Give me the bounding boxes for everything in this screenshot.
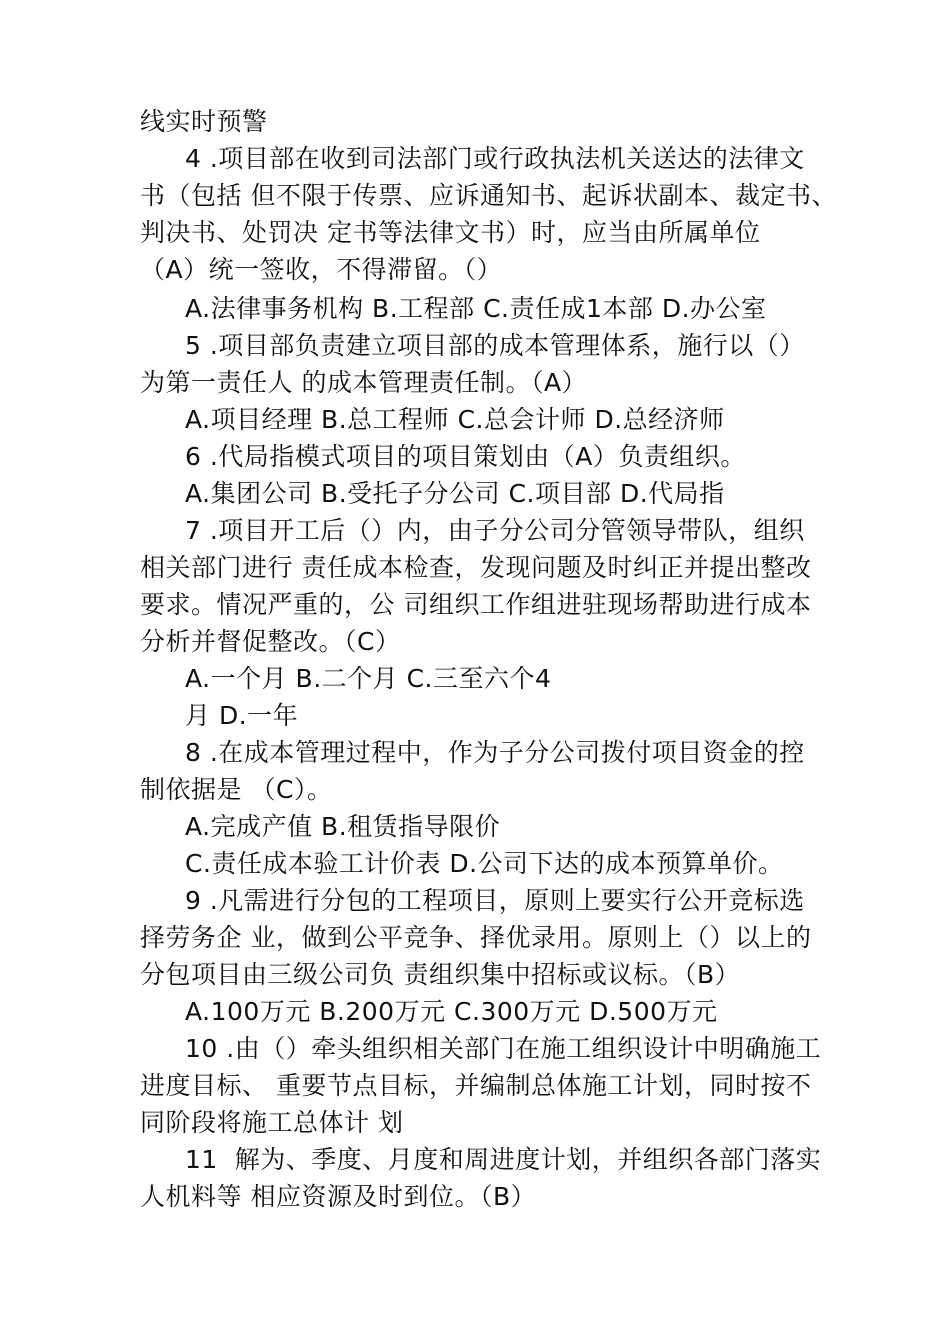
- text-line: 为第一责任人 的成本管理责任制。（A）: [140, 368, 588, 397]
- options-line: A.完成产值 B.租赁指导限价: [185, 812, 501, 841]
- question-4-line: 4 .项目部在收到司法部门或行政执法机关送达的法律文: [185, 144, 805, 173]
- text-line: 判决书、处罚决 定书等法律文书）时，应当由所属单位: [140, 218, 761, 247]
- options-line: A.一个月 B.二个月 C.三至六个4: [185, 664, 552, 693]
- text-line: 要求。情况严重的，公 司组织工作组进驻现场帮助进行成本: [140, 590, 812, 619]
- text-line: （A）统一签收，不得滞留。（）: [140, 255, 503, 284]
- question-10-line: 10 .由（）牵头组织相关部门在施工组织设计中明确施工: [185, 1034, 822, 1063]
- text-line: 制依据是 （C）。: [140, 775, 333, 804]
- options-line: A.项目经理 B.总工程师 C.总会计师 D.总经济师: [185, 405, 725, 434]
- options-line: A.法律事务机构 B.工程部 C.责任成1本部 D.办公室: [185, 294, 767, 323]
- text-line: 择劳务企 业，做到公平竞争、择优录用。原则上（）以上的: [140, 923, 812, 952]
- text-line: 分析并督促整改。（C）: [140, 627, 401, 656]
- options-line: A.集团公司 B.受托子分公司 C.项目部 D.代局指: [185, 479, 725, 508]
- text-line: 同阶段将施工总体计 划: [140, 1108, 404, 1137]
- options-line: C.责任成本验工计价表 D.公司下达的成本预算单价。: [185, 849, 784, 878]
- question-6-line: 6 .代局指模式项目的项目策划由（A）负责组织。: [185, 442, 746, 471]
- options-line: 月 D.一年: [185, 701, 299, 730]
- text-line: 分包项目由三级公司负 责组织集中招标或议标。（B）: [140, 960, 741, 989]
- text-line: 书（包括 但不限于传票、应诉通知书、起诉状副本、裁定书、: [140, 181, 837, 210]
- text-line: 相关部门进行 责任成本检查，发现问题及时纠正并提出整改: [140, 553, 812, 582]
- question-8-line: 8 .在成本管理过程中，作为子分公司拨付项目资金的控: [185, 738, 805, 767]
- text-line: 人机料等 相应资源及时到位。（B）: [140, 1182, 537, 1211]
- options-line: A.100万元 B.200万元 C.300万元 D.500万元: [185, 997, 718, 1026]
- question-11-line: 11 解为、季度、月度和周进度计划，并组织各部门落实: [185, 1145, 822, 1174]
- question-5-line: 5 .项目部负责建立项目部的成本管理体系，施行以（）: [185, 331, 805, 360]
- text-line: 进度目标、 重要节点目标，并编制总体施工计划，同时按不: [140, 1071, 812, 1100]
- question-7-line: 7 .项目开工后（）内，由子分公司分管领导带队，组织: [185, 516, 805, 545]
- text-line: 线实时预警: [140, 107, 268, 136]
- question-9-line: 9 .凡需进行分包的工程项目，原则上要实行公开竞标选: [185, 886, 805, 915]
